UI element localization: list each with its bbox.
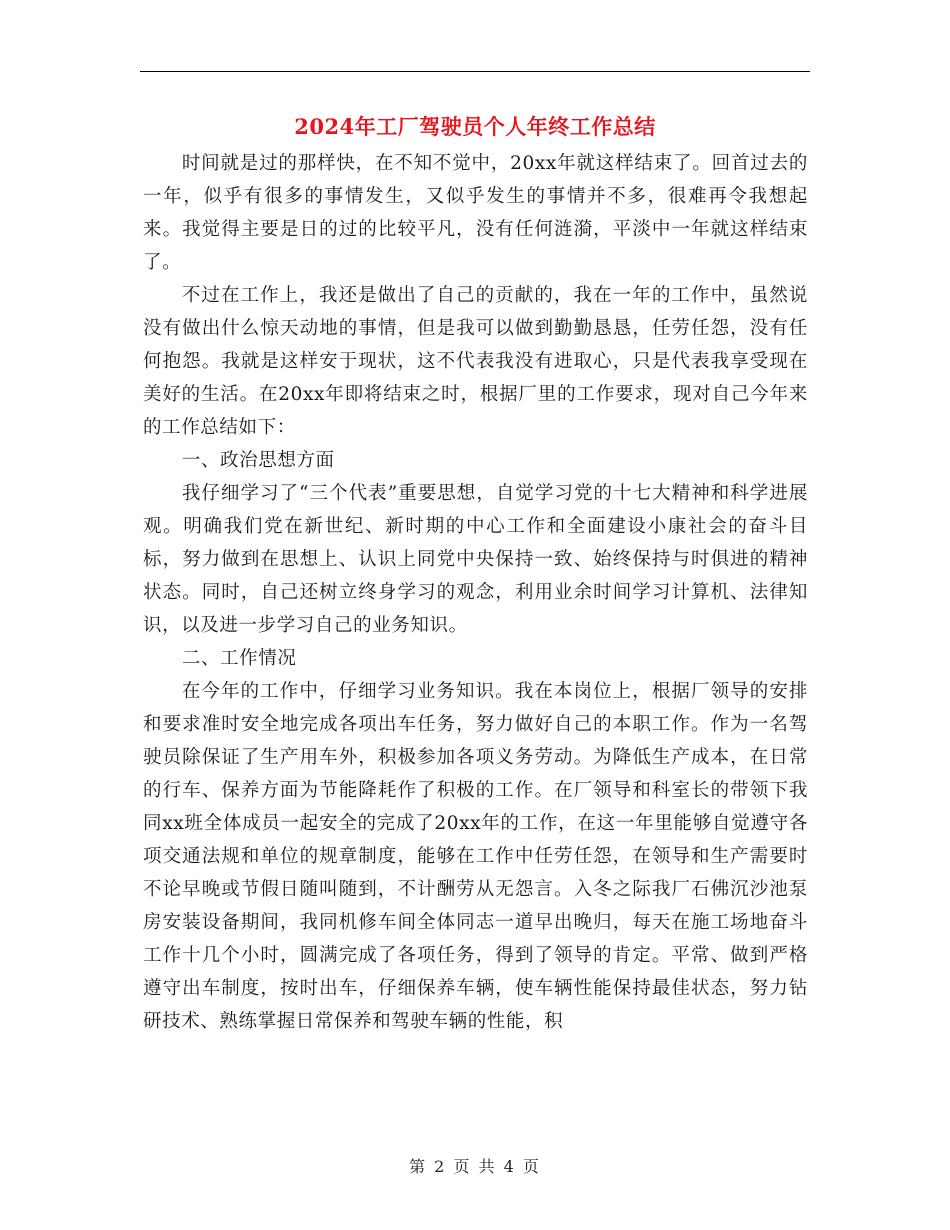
document-title: 2024年工厂驾驶员个人年终工作总结	[294, 114, 656, 139]
paragraph-contribution: 不过在工作上，我还是做出了自己的贡献的，我在一年的工作中，虽然说没有做出什么惊天动地的事情，但是我可以做到勤勤恳恳，任劳任怨，没有任何抱怨。我就是这样安于现状，这不代表我没有进取心，只是代表我享受现在美好的生活。在20xx年即将结束之时，根据厂里的工作要求，现对自己今年来的工作总结如下：	[143, 285, 808, 438]
section-heading-work: 二、工作情况	[181, 648, 297, 669]
section-heading-political: 一、政治思想方面	[181, 450, 335, 471]
paragraph-intro: 时间就是过的那样快，在不知不觉中，20xx年就这样结束了。回首过去的一年，似乎有很多的事情发生，又似乎发生的事情并不多，很难再令我想起来。我觉得主要是日的过的比较平凡，没有任何涟漪，平淡中一年就这样结束了。	[143, 153, 808, 273]
paragraph-work: 在今年的工作中，仔细学习业务知识。我在本岗位上，根据厂领导的安排和要求准时安全地完成各项出车任务，努力做好自己的本职工作。作为一名驾驶员除保证了生产用车外，积极参加各项义务劳动。为降低生产成本，在日常的行车、保养方面为节能降耗作了积极的工作。在厂领导和科室长的带领下我同xx班全体成员一起安全的完成了20xx年的工作，在这一年里能够自觉遵守各项交通法规和单位的规章制度，能够在工作中任劳任怨，在领导和生产需要时不论早晚或节假日随叫随到，不计酬劳从无怨言。入冬之际我厂石佛沉沙池泵房安装设备期间，我同机修车间全体同志一道早出晚归，每天在施工场地奋斗工作十几个小时，圆满完成了各项任务，得到了领导的肯定。平常、做到严格遵守出车制度，按时出车，仔细保养车辆，使车辆性能保持最佳状态，努力钻研技术、熟练掌握日常保养和驾驶车辆的性能，积	[143, 681, 808, 1032]
header-rule	[140, 71, 810, 72]
paragraph-political: 我仔细学习了“三个代表”重要思想，自觉学习党的十七大精神和科学进展观。明确我们党在新世纪、新时期的中心工作和全面建设小康社会的奋斗目标，努力做到在思想上、认识上同党中央保持一致、始终保持与时俱进的精神状态。同时，自己还树立终身学习的观念，利用业余时间学习计算机、法律知识，以及进一步学习自己的业务知识。	[143, 483, 808, 636]
page-number: 第 2 页 共 4 页	[409, 1157, 541, 1176]
document-body	[143, 147, 808, 1038]
